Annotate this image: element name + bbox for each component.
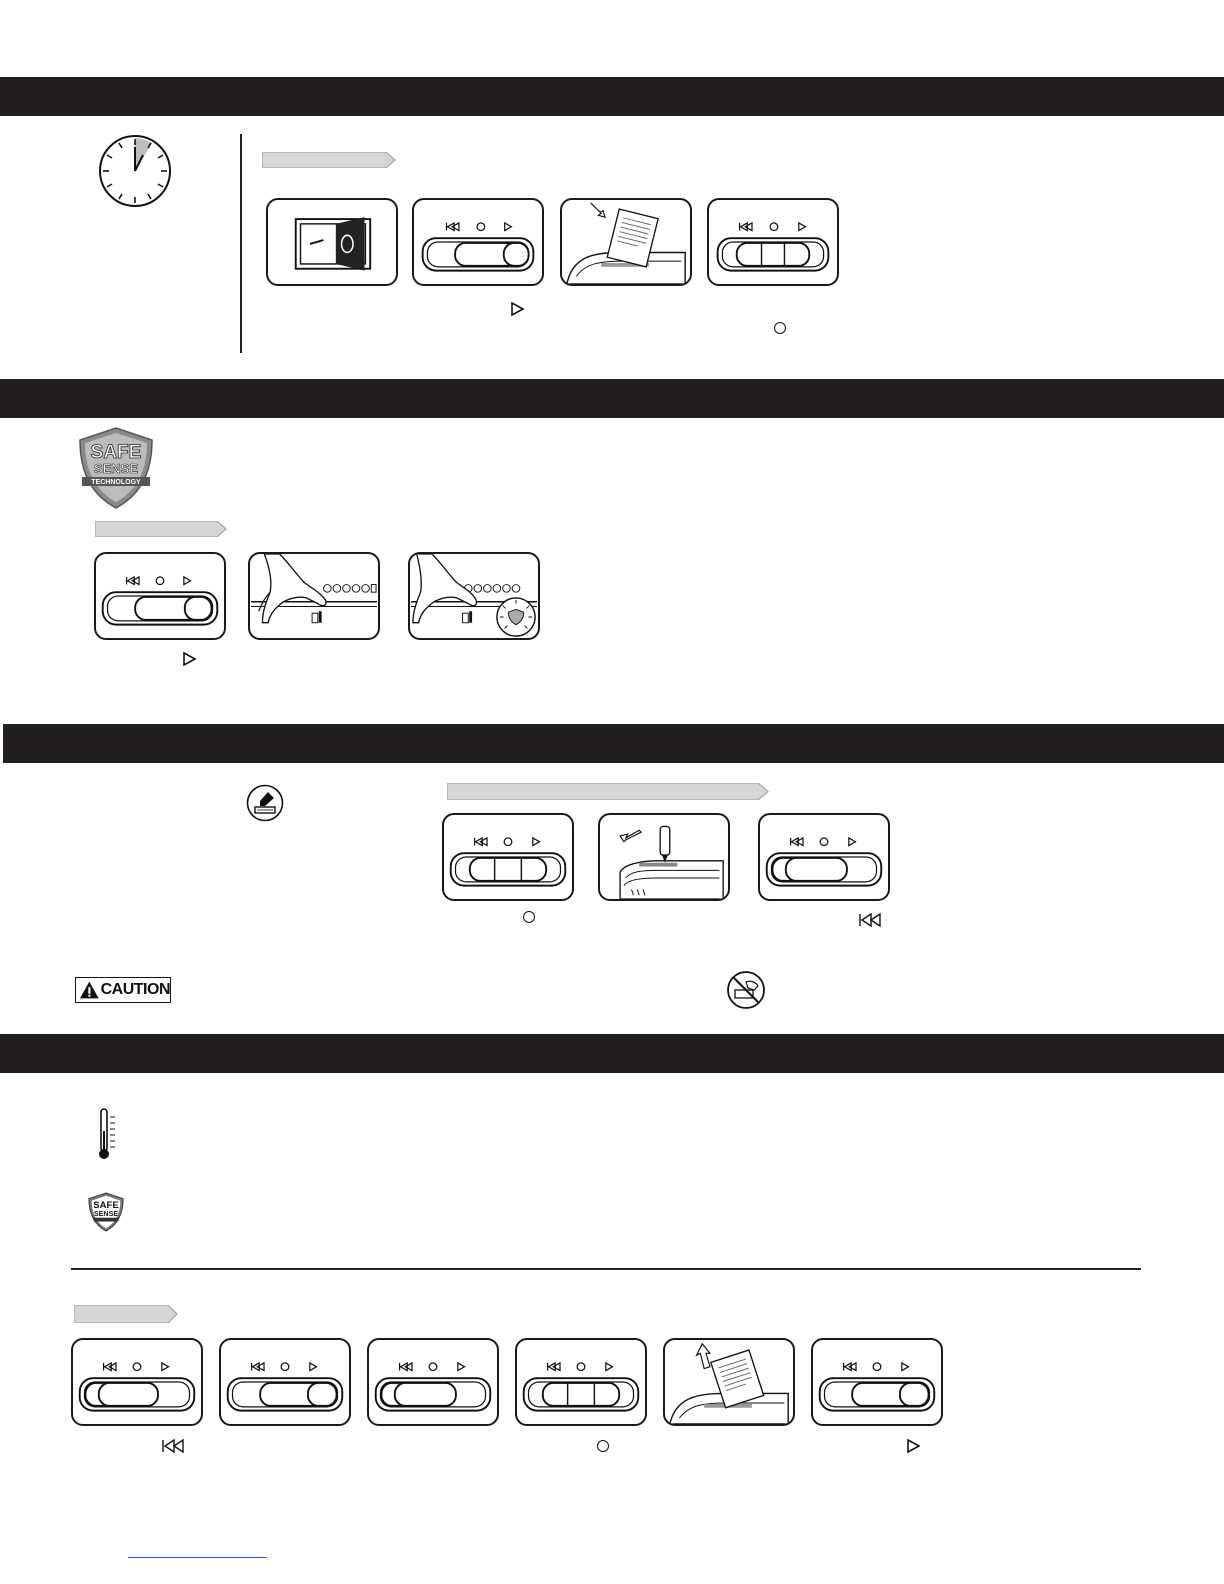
safe-sense-badge-small-icon xyxy=(86,1192,126,1232)
control-panel-reverse xyxy=(71,1338,203,1426)
step-tag xyxy=(95,521,227,537)
paper-removal-panel xyxy=(663,1338,795,1426)
auto-symbol-icon xyxy=(511,302,524,316)
control-panel-auto xyxy=(811,1338,943,1426)
caution-label: CAUTION xyxy=(75,977,171,1003)
svg-text:TECHNOLOGY: TECHNOLOGY xyxy=(91,479,141,486)
auto-symbol-icon xyxy=(183,652,196,666)
oil-pen-icon xyxy=(246,784,284,822)
clock-icon xyxy=(97,133,173,209)
hyperlink-underline[interactable] xyxy=(128,1557,267,1558)
safe-sense-badge-icon xyxy=(76,426,156,510)
off-symbol-icon xyxy=(597,1440,609,1452)
reverse-symbol-icon xyxy=(161,1439,185,1453)
svg-text:SAFE: SAFE xyxy=(93,1200,119,1212)
section-divider-line xyxy=(71,1268,1141,1270)
control-panel-off xyxy=(707,198,839,286)
control-panel-auto xyxy=(94,552,226,640)
control-panel-reverse xyxy=(367,1338,499,1426)
no-hands-icon xyxy=(726,970,766,1010)
off-symbol-icon xyxy=(523,911,535,923)
control-panel-off xyxy=(442,813,574,901)
section-bar-4 xyxy=(0,1034,1224,1073)
control-panel-auto xyxy=(412,198,544,286)
section-divider xyxy=(240,134,242,353)
svg-text:SENSE: SENSE xyxy=(93,461,139,476)
svg-text:SAFE: SAFE xyxy=(90,442,142,463)
control-panel-reverse xyxy=(758,813,890,901)
auto-symbol-icon xyxy=(907,1439,920,1453)
hand-touch-panel xyxy=(248,552,380,640)
power-switch-panel xyxy=(266,198,398,286)
step-tag xyxy=(74,1305,178,1321)
step-tag xyxy=(447,783,769,799)
control-panel-off xyxy=(515,1338,647,1426)
section-bar-3 xyxy=(3,724,1224,763)
section-bar-1 xyxy=(0,77,1224,116)
off-symbol-icon xyxy=(774,322,786,334)
step-tag xyxy=(262,152,396,168)
reverse-symbol-icon xyxy=(858,913,882,927)
paper-feed-panel xyxy=(560,198,692,286)
safe-sense-light-panel xyxy=(408,552,540,640)
control-panel-auto xyxy=(219,1338,351,1426)
svg-text:SENSE: SENSE xyxy=(93,1209,119,1218)
thermometer-icon xyxy=(97,1107,119,1161)
oil-application-panel xyxy=(598,813,730,901)
section-bar-2 xyxy=(0,379,1224,418)
